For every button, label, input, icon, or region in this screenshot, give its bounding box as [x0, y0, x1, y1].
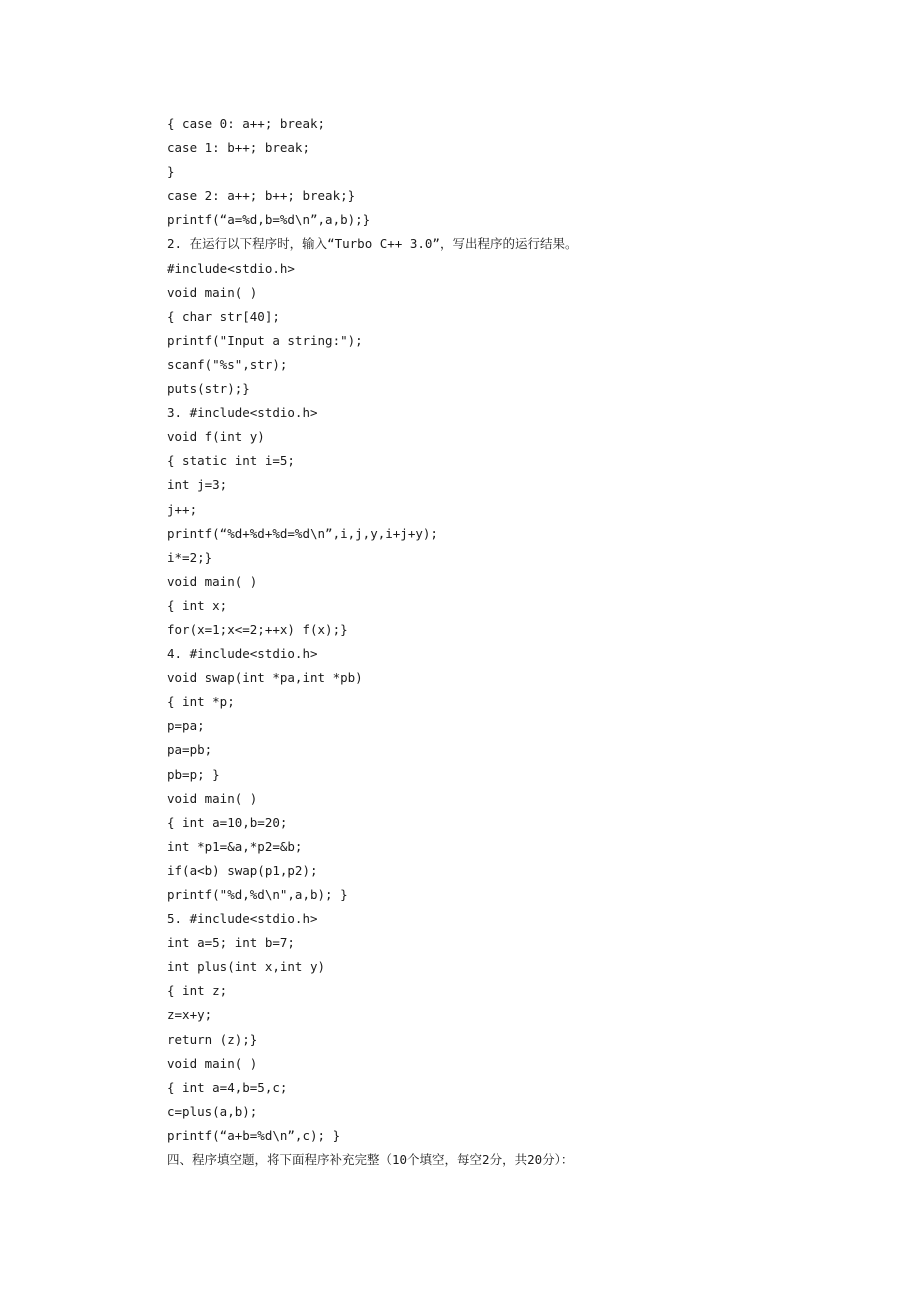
code-line: int j=3; [167, 477, 228, 493]
code-line: printf(“%d+%d+%d=%d\n”,i,j,y,i+j+y); [167, 525, 438, 541]
code-line: { int z; [167, 983, 228, 999]
code-line: printf("Input a string:"); [167, 332, 363, 348]
code-line: printf(“a=%d,b=%d\n”,a,b);} [167, 212, 371, 228]
code-line: int *p1=&a,*p2=&b; [167, 838, 303, 854]
code-listing [167, 112, 867, 1172]
code-line: printf(“a+b=%d\n”,c); } [167, 1127, 341, 1143]
code-line: void main( ) [167, 284, 258, 300]
question-heading: 4. #include<stdio.h> [167, 646, 318, 662]
code-line: void f(int y) [167, 429, 265, 445]
code-line: { int *p; [167, 694, 235, 710]
code-line: for(x=1;x<=2;++x) f(x);} [167, 621, 348, 637]
code-line: p=pa; [167, 718, 205, 734]
code-line: { case 0: a++; break; [167, 116, 326, 131]
code-line: { int a=4,b=5,c; [167, 1079, 288, 1095]
code-line: scanf("%s",str); [167, 356, 288, 372]
code-line: { static int i=5; [167, 453, 295, 469]
code-line: c=plus(a,b); [167, 1103, 258, 1119]
section-heading: 四、程序填空题，将下面程序补充完整（10个填空，每空2分，共20分）： [167, 1152, 574, 1168]
code-line: puts(str);} [167, 381, 250, 397]
code-line: #include<stdio.h> [167, 260, 295, 276]
code-line: j++; [167, 501, 198, 517]
question-heading: 5. #include<stdio.h> [167, 911, 318, 927]
code-line: int plus(int x,int y) [167, 959, 326, 975]
code-line: case 1: b++; break; [167, 140, 310, 156]
code-line: i*=2;} [167, 549, 213, 565]
code-line: if(a<b) swap(p1,p2); [167, 862, 318, 878]
question-heading: 3. #include<stdio.h> [167, 405, 318, 421]
code-line: { int a=10,b=20; [167, 814, 288, 830]
code-line: { char str[40]; [167, 308, 280, 324]
code-line: z=x+y; [167, 1007, 213, 1023]
code-line: int a=5; int b=7; [167, 935, 295, 951]
code-line: case 2: a++; b++; break;} [167, 188, 356, 204]
code-line: void swap(int *pa,int *pb) [167, 670, 363, 686]
code-line: return (z);} [167, 1031, 258, 1047]
code-line: void main( ) [167, 573, 258, 589]
code-line: pb=p; } [167, 766, 220, 782]
code-line: printf("%d,%d\n",a,b); } [167, 887, 348, 902]
code-line: { int x; [167, 597, 228, 613]
code-line: void main( ) [167, 1055, 258, 1071]
question-text: 2. 在运行以下程序时，输入“Turbo C++ 3.0”，写出程序的运行结果。 [167, 236, 578, 252]
code-line: void main( ) [167, 790, 258, 806]
code-line: pa=pb; [167, 742, 213, 758]
code-line: } [167, 164, 175, 180]
